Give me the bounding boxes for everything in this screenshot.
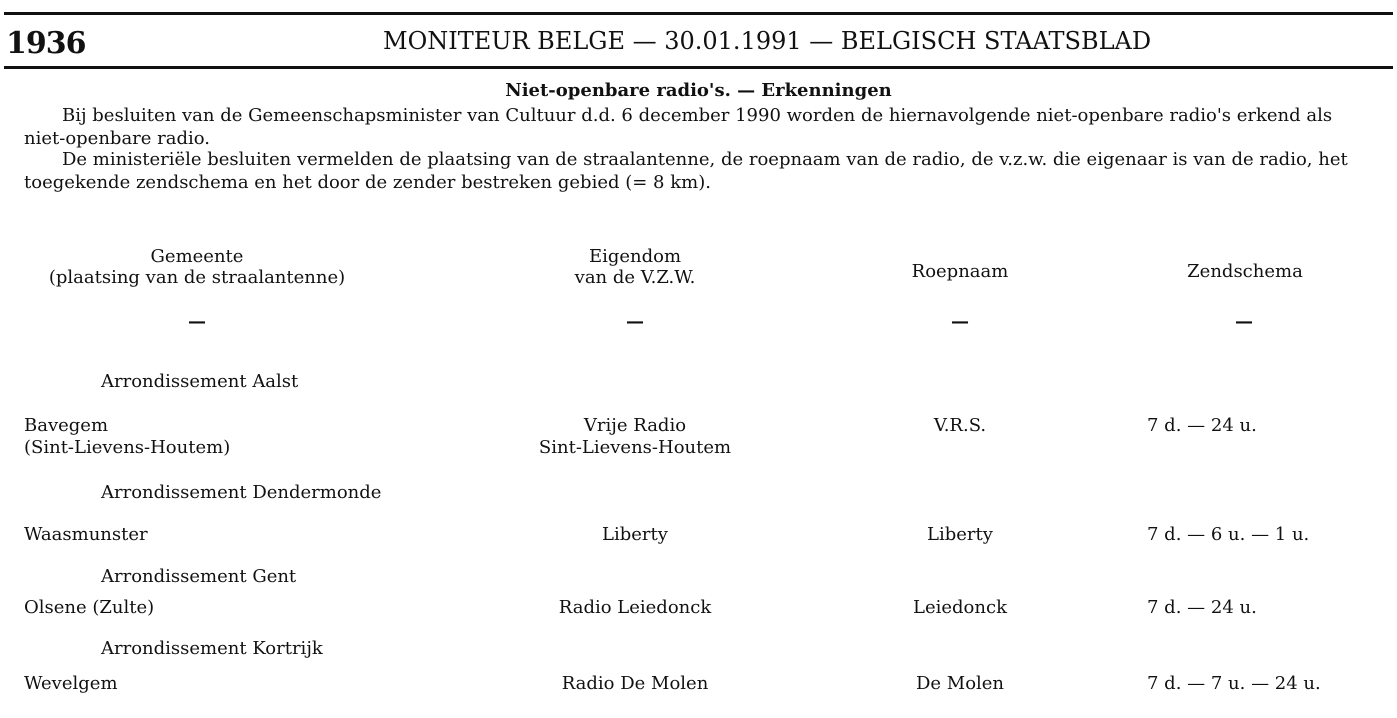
header-dash-zendschema: — xyxy=(1235,311,1253,332)
zendschema-cell: 7 d. — 7 u. — 24 u. xyxy=(1147,673,1321,694)
arrondissement-heading: Arrondissement Dendermonde xyxy=(101,482,382,503)
header-rule-bottom xyxy=(4,66,1393,69)
roepnaam-cell: Liberty xyxy=(927,524,993,545)
gemeente-cell: Olsene (Zulte) xyxy=(24,597,155,618)
header-gemeente xyxy=(22,246,372,288)
gemeente-cell: Waasmunster xyxy=(24,524,148,545)
arrondissement-heading: Arrondissement Kortrijk xyxy=(101,638,323,659)
eigendom-line2: Sint-Lievens-Houtem xyxy=(538,437,732,458)
eigendom-cell: Radio Leiedonck xyxy=(558,597,712,618)
gemeente-line2: (Sint-Lievens-Houtem) xyxy=(24,437,231,458)
masthead-title: MONITEUR BELGE — 30.01.1991 — BELGISCH STAATSBLAD xyxy=(383,27,1152,55)
roepnaam-cell: V.R.S. xyxy=(933,415,987,436)
intro-paragraph xyxy=(24,104,1374,150)
zendschema-cell: 7 d. — 24 u. xyxy=(1147,415,1257,436)
zendschema-cell: 7 d. — 24 u. xyxy=(1147,597,1257,618)
eigendom-cell: Liberty xyxy=(602,524,668,545)
header-dash-gemeente: — xyxy=(188,311,206,332)
header-eigendom xyxy=(490,246,780,288)
section-title: Niet-openbare radio's. — Erkenningen xyxy=(505,80,892,101)
gemeente-cell: Wevelgem xyxy=(24,673,118,694)
intro-paragraph-text: Bij besluiten van de Gemeenschapsminister van Cultuur d.d. 6 december 1990 worden de hiernavolgende niet-openbare radio's erkend als niet-openbare radio. xyxy=(24,105,1333,149)
header-dash-eigendom: — xyxy=(626,311,644,332)
gemeente-cell xyxy=(24,415,230,459)
header-eigendom-line2: van de V.Z.W. xyxy=(574,267,696,288)
eigendom-cell xyxy=(504,415,766,459)
header-rule-top xyxy=(4,12,1393,15)
page-number: 1936 xyxy=(6,26,86,61)
header-roepnaam: Roepnaam xyxy=(911,261,1009,282)
roepnaam-cell: Leiedonck xyxy=(913,597,1007,618)
header-zendschema: Zendschema xyxy=(1187,261,1303,282)
header-dash-roepnaam: — xyxy=(951,311,969,332)
zendschema-cell: 7 d. — 6 u. — 1 u. xyxy=(1147,524,1310,545)
roepnaam-cell: De Molen xyxy=(915,673,1005,694)
header-gemeente-line1: Gemeente xyxy=(150,246,244,267)
eigendom-line1: Vrije Radio xyxy=(583,415,687,436)
eigendom-cell: Radio De Molen xyxy=(561,673,709,694)
arrondissement-heading: Arrondissement Aalst xyxy=(101,371,299,392)
arrondissement-heading: Arrondissement Gent xyxy=(101,566,297,587)
header-gemeente-line2: (plaatsing van de straalantenne) xyxy=(48,267,346,288)
header-eigendom-line1: Eigendom xyxy=(588,246,682,267)
description-paragraph-text: De ministeriële besluiten vermelden de plaatsing van de straalantenne, de roepnaam van de radio, de v.z.w. die eigenaar is van de radio, het toegekende zendschema en het door de zender bestreken gebied (= 8 km). xyxy=(24,149,1348,193)
description-paragraph xyxy=(24,148,1374,194)
gemeente-line1: Bavegem xyxy=(24,415,109,436)
